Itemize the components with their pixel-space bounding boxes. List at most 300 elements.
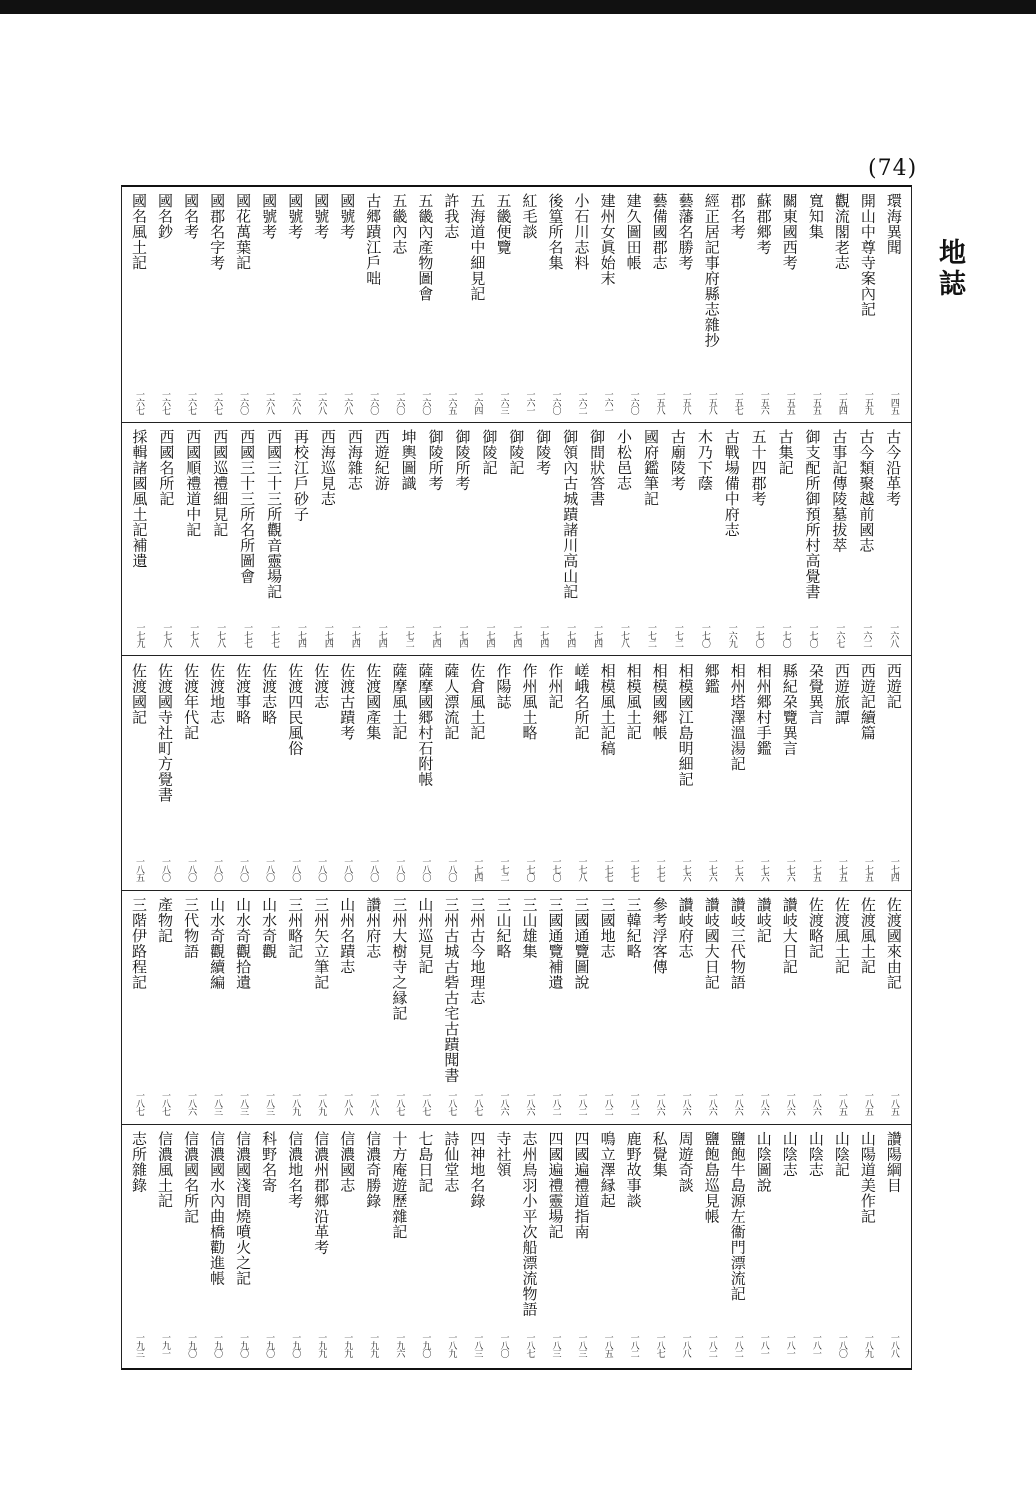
- entry-page-number: 一八二: [628, 1333, 639, 1357]
- entry-title: 西海雜志: [345, 429, 364, 491]
- entry-title: 薩摩國郷村石附帳: [416, 663, 435, 787]
- index-entry: [777, 897, 803, 1119]
- index-entry: [178, 1131, 204, 1361]
- entry-title: 觀流閣老志: [832, 193, 851, 271]
- index-entry: [557, 429, 583, 651]
- index-entry: [152, 663, 178, 885]
- entry-title: 信濃國志: [338, 1131, 357, 1193]
- index-entry: [543, 897, 569, 1119]
- index-entry: [800, 429, 826, 651]
- index-entry: [584, 429, 610, 651]
- entry-title: 環海異聞: [884, 193, 903, 255]
- index-entry: [126, 429, 152, 651]
- entry-title: 三州矢立筆記: [312, 897, 331, 990]
- entry-title: 採輯諸國風土記補遺: [130, 429, 149, 569]
- entry-title: 後篁所名集: [546, 193, 565, 271]
- entry-title: 藝備國郡志: [650, 193, 669, 271]
- entry-page-number: 一八〇: [368, 857, 379, 881]
- index-entry: [450, 429, 476, 651]
- entry-page-number: 一七二: [672, 623, 683, 647]
- index-entry: [673, 193, 699, 418]
- index-frame: [121, 185, 912, 1370]
- index-entry: [282, 897, 308, 1119]
- index-entry: [360, 1131, 386, 1361]
- entry-title: 寬知集: [806, 193, 825, 240]
- entry-page-number: 一七四: [484, 623, 495, 647]
- entry-title: 御陵記: [480, 429, 499, 476]
- entry-title: 山州巡見記: [416, 897, 435, 975]
- index-entry: [412, 897, 438, 1119]
- index-entry: [204, 1131, 230, 1361]
- entry-page-number: 一八七: [524, 1333, 535, 1357]
- index-entry: [803, 193, 829, 418]
- index-entry: [423, 429, 449, 651]
- index-entry: [855, 897, 881, 1119]
- index-entry: [178, 663, 204, 885]
- entry-page-number: 一八五: [134, 857, 145, 881]
- index-entry: [665, 429, 691, 651]
- entry-page-number: 一八六: [654, 1091, 665, 1115]
- band-divider: [122, 655, 911, 656]
- entry-title: 古集記: [776, 429, 795, 476]
- index-entry: [204, 193, 230, 418]
- entry-page-number: 一六四: [472, 390, 483, 414]
- entry-title: 西國三十三所名所圖會: [238, 429, 257, 584]
- entry-page-number: 一七〇: [807, 623, 818, 647]
- index-entry: [751, 897, 777, 1119]
- entry-title: 佐渡略記: [806, 897, 825, 959]
- index-band-4: [122, 897, 911, 1119]
- entry-title: 三州古城古砦古宅古蹟聞書: [442, 897, 461, 1083]
- entry-page-number: 一六八: [342, 390, 353, 414]
- entry-title: 縣紀朶覽異言: [780, 663, 799, 756]
- entry-page-number: 一九〇: [212, 1333, 223, 1357]
- entry-page-number: 一六一: [524, 390, 535, 414]
- index-entry: [386, 897, 412, 1119]
- index-entry: [438, 663, 464, 885]
- entry-title: 參考浮客傳: [650, 897, 669, 975]
- entry-title: 佐渡風土記: [832, 897, 851, 975]
- entry-page-number: 一七五: [810, 857, 821, 881]
- index-band-5: [122, 1131, 911, 1361]
- index-entry: [261, 429, 287, 651]
- entry-title: 五畿內產物圖會: [416, 193, 435, 302]
- index-entry: [569, 897, 595, 1119]
- entry-title: 三州古今地理志: [468, 897, 487, 1006]
- index-entry: [751, 663, 777, 885]
- index-entry: [315, 429, 341, 651]
- entry-page-number: 一六七: [160, 390, 171, 414]
- entry-title: 相模風土記: [624, 663, 643, 741]
- index-band-1: [122, 193, 911, 418]
- index-entry: [803, 1131, 829, 1361]
- index-entry: [152, 1131, 178, 1361]
- entry-page-number: 一八九: [446, 1333, 457, 1357]
- entry-title: 御領內古城蹟諸川高山記: [561, 429, 580, 600]
- entry-title: 御陵所考: [453, 429, 472, 491]
- index-entry: [126, 1131, 152, 1361]
- entry-title: 佐渡國記: [130, 663, 149, 725]
- index-entry: [853, 429, 879, 651]
- index-entry: [490, 1131, 516, 1361]
- index-entry: [595, 1131, 621, 1361]
- index-entry: [126, 663, 152, 885]
- entry-page-number: 一九〇: [186, 1333, 197, 1357]
- entry-page-number: 一六七: [134, 390, 145, 414]
- entry-title: 佐渡風土記: [858, 897, 877, 975]
- entry-title: 國號考: [260, 193, 279, 240]
- index-entry: [595, 193, 621, 418]
- entry-title: 國府鑑筆記: [641, 429, 660, 507]
- entry-title: 三國地志: [598, 897, 617, 959]
- entry-title: 佐渡志: [312, 663, 331, 710]
- entry-page-number: 一八七: [160, 1091, 171, 1115]
- entry-title: 信濃國淺間燒噴火之記: [234, 1131, 253, 1286]
- entry-page-number: 一八八: [888, 1333, 899, 1357]
- index-entry: [647, 1131, 673, 1361]
- entry-title: 信濃國名所記: [182, 1131, 201, 1224]
- entry-title: 薩人漂流記: [442, 663, 461, 741]
- entry-page-number: 一九九: [368, 1333, 379, 1357]
- entry-title: 作州風土略: [520, 663, 539, 741]
- entry-page-number: 一七四: [565, 623, 576, 647]
- entry-title: 西海巡見志: [318, 429, 337, 507]
- entry-page-number: 一八二: [732, 1333, 743, 1357]
- entry-title: 鹽飽島巡見帳: [702, 1131, 721, 1224]
- entry-page-number: 一八〇: [186, 857, 197, 881]
- index-entry: [464, 897, 490, 1119]
- entry-title: 木乃下蔭: [695, 429, 714, 491]
- index-band-2: [122, 429, 911, 651]
- entry-title: 國花萬葉記: [234, 193, 253, 271]
- index-entry: [490, 897, 516, 1119]
- entry-title: 相模風土記稿: [598, 663, 617, 756]
- index-entry: [204, 897, 230, 1119]
- band-divider: [122, 890, 911, 891]
- index-entry: [673, 1131, 699, 1361]
- entry-page-number: 一六一: [602, 390, 613, 414]
- entry-title: 西國順禮道中記: [184, 429, 203, 538]
- index-entry: [803, 663, 829, 885]
- entry-page-number: 一七九: [134, 623, 145, 647]
- index-entry: [880, 429, 906, 651]
- index-entry: [699, 663, 725, 885]
- index-entry: [412, 663, 438, 885]
- entry-page-number: 一八一: [758, 1333, 769, 1357]
- index-entry: [881, 897, 907, 1119]
- entry-title: 四國遍禮道指南: [572, 1131, 591, 1240]
- index-entry: [777, 1131, 803, 1361]
- entry-title: 許我志: [442, 193, 461, 240]
- index-entry: [386, 193, 412, 418]
- index-entry: [516, 897, 542, 1119]
- entry-title: 三州略記: [286, 897, 305, 959]
- entry-title: 佐渡地志: [208, 663, 227, 725]
- entry-title: 古郷蹟江戶咄: [364, 193, 383, 286]
- entry-title: 御支配所御預所村高覺書: [803, 429, 822, 600]
- entry-title: 讚陽綱目: [884, 1131, 903, 1193]
- index-entry: [282, 1131, 308, 1361]
- entry-page-number: 一九三: [134, 1333, 145, 1357]
- index-entry: [699, 1131, 725, 1361]
- entry-page-number: 一八〇: [290, 857, 301, 881]
- entry-title: 信濃國水內曲橋勸進帳: [208, 1131, 227, 1286]
- index-entry: [256, 663, 282, 885]
- index-entry: [829, 897, 855, 1119]
- entry-title: 國號考: [286, 193, 305, 240]
- entry-title: 山陰記: [832, 1131, 851, 1178]
- index-entry: [503, 429, 529, 651]
- entry-page-number: 一八九: [316, 1091, 327, 1115]
- entry-page-number: 一六八: [290, 390, 301, 414]
- entry-title: 建久圖田帳: [624, 193, 643, 271]
- index-entry: [207, 429, 233, 651]
- entry-page-number: 一八七: [472, 1091, 483, 1115]
- index-entry: [692, 429, 718, 651]
- index-entry: [595, 663, 621, 885]
- entry-page-number: 一六〇: [394, 390, 405, 414]
- entry-page-number: 一八六: [758, 1091, 769, 1115]
- index-entry: [751, 1131, 777, 1361]
- entry-page-number: 一八三: [212, 1091, 223, 1115]
- index-entry: [647, 897, 673, 1119]
- entry-title: 關東國西考: [780, 193, 799, 271]
- index-entry: [881, 663, 907, 885]
- entry-title: 國號考: [312, 193, 331, 240]
- entry-page-number: 一八二: [550, 1091, 561, 1115]
- index-entry: [746, 429, 772, 651]
- entry-page-number: 一八六: [810, 1091, 821, 1115]
- entry-title: 山陰志: [806, 1131, 825, 1178]
- entry-page-number: 一八〇: [264, 857, 275, 881]
- entry-page-number: 一七四: [349, 623, 360, 647]
- entry-page-number: 一八一: [784, 1333, 795, 1357]
- index-entry: [621, 897, 647, 1119]
- entry-page-number: 一七八: [161, 623, 172, 647]
- entry-title: 朶覺異言: [806, 663, 825, 725]
- entry-page-number: 一六七: [834, 623, 845, 647]
- index-entry: [230, 1131, 256, 1361]
- index-entry: [334, 1131, 360, 1361]
- index-entry: [647, 663, 673, 885]
- entry-title: 山陰志: [780, 1131, 799, 1178]
- entry-page-number: 一八八: [680, 1333, 691, 1357]
- entry-title: 古今沿革考: [884, 429, 903, 507]
- index-entry: [829, 663, 855, 885]
- index-entry: [360, 193, 386, 418]
- entry-title: 佐渡古蹟考: [338, 663, 357, 741]
- entry-title: 西遊旅譚: [832, 663, 851, 725]
- entry-page-number: 一七七: [242, 623, 253, 647]
- entry-page-number: 一七六: [784, 857, 795, 881]
- index-entry: [178, 897, 204, 1119]
- index-entry: [516, 663, 542, 885]
- entry-page-number: 一七四: [430, 623, 441, 647]
- entry-page-number: 一九〇: [290, 1333, 301, 1357]
- entry-page-number: 一七八: [215, 623, 226, 647]
- index-entry: [569, 1131, 595, 1361]
- index-entry: [855, 1131, 881, 1361]
- entry-title: 御陵記: [507, 429, 526, 476]
- entry-title: 小石川志料: [572, 193, 591, 271]
- index-entry: [230, 193, 256, 418]
- entry-title: 佐渡年代記: [182, 663, 201, 741]
- entry-page-number: 一八六: [732, 1091, 743, 1115]
- index-entry: [647, 193, 673, 418]
- index-entry: [773, 429, 799, 651]
- entry-title: 作州記: [546, 663, 565, 710]
- entry-page-number: 一七四: [472, 857, 483, 881]
- entry-page-number: 一八〇: [446, 857, 457, 881]
- entry-title: 小松邑志: [615, 429, 634, 491]
- entry-page-number: 一八〇: [316, 857, 327, 881]
- entry-page-number: 一八八: [342, 1091, 353, 1115]
- entry-title: 信濃奇勝錄: [364, 1131, 383, 1209]
- entry-title: 相模國郷帳: [650, 663, 669, 741]
- entry-title: 作陽誌: [494, 663, 513, 710]
- index-entry: [438, 193, 464, 418]
- entry-title: 蘇郡郷考: [754, 193, 773, 255]
- entry-title: 產物記: [156, 897, 175, 944]
- entry-title: 讚岐大日記: [780, 897, 799, 975]
- index-entry: [569, 193, 595, 418]
- entry-title: 山州名蹟志: [338, 897, 357, 975]
- index-entry: [803, 897, 829, 1119]
- index-entry: [256, 193, 282, 418]
- entry-page-number: 一七八: [619, 623, 630, 647]
- entry-page-number: 一七〇: [550, 857, 561, 881]
- entry-page-number: 一五八: [654, 390, 665, 414]
- entry-title: 佐渡四民風俗: [286, 663, 305, 756]
- entry-title: 三山紀略: [494, 897, 513, 959]
- index-entry: [369, 429, 395, 651]
- entry-title: 開山中尊寺案內記: [858, 193, 877, 317]
- index-entry: [204, 663, 230, 885]
- index-entry: [881, 1131, 907, 1361]
- entry-page-number: 一五八: [706, 390, 717, 414]
- entry-title: 國名風土記: [130, 193, 149, 271]
- entry-page-number: 一七六: [732, 857, 743, 881]
- entry-page-number: 一六八: [264, 390, 275, 414]
- entry-title: 信濃風土記: [156, 1131, 175, 1209]
- entry-page-number: 一五四: [836, 390, 847, 414]
- entry-page-number: 一八三: [238, 1091, 249, 1115]
- index-entry: [569, 663, 595, 885]
- entry-page-number: 一四五: [888, 390, 899, 414]
- entry-page-number: 一八六: [186, 1091, 197, 1115]
- index-entry: [438, 1131, 464, 1361]
- index-entry: [621, 193, 647, 418]
- entry-page-number: 一七七: [628, 857, 639, 881]
- entry-title: 西遊紀游: [372, 429, 391, 491]
- entry-page-number: 一七四: [295, 623, 306, 647]
- entry-page-number: 一七五: [862, 857, 873, 881]
- index-entry: [476, 429, 502, 651]
- index-entry: [153, 429, 179, 651]
- index-entry: [126, 897, 152, 1119]
- entry-page-number: 一七〇: [699, 623, 710, 647]
- entry-page-number: 一七二: [498, 857, 509, 881]
- index-entry: [638, 429, 664, 651]
- entry-page-number: 一九〇: [420, 1333, 431, 1357]
- entry-title: 國名鈔: [156, 193, 175, 240]
- entry-page-number: 一八三: [472, 1333, 483, 1357]
- index-entry: [829, 193, 855, 418]
- section-title: 地誌: [934, 238, 965, 300]
- index-entry: [288, 429, 314, 651]
- entry-page-number: 一八七: [394, 1091, 405, 1115]
- entry-title: 四國遍禮靈場記: [546, 1131, 565, 1240]
- index-entry: [777, 193, 803, 418]
- entry-title: 志州鳥羽小平次船漂流物語: [520, 1131, 539, 1317]
- entry-page-number: 一八二: [706, 1333, 717, 1357]
- entry-title: 國名考: [182, 193, 201, 240]
- entry-title: 佐渡志略: [260, 663, 279, 725]
- entry-page-number: 一八〇: [160, 857, 171, 881]
- entry-page-number: 一七〇: [524, 857, 535, 881]
- entry-page-number: 一八二: [576, 1091, 587, 1115]
- index-entry: [360, 897, 386, 1119]
- entry-page-number: 一八六: [498, 1091, 509, 1115]
- entry-title: 讚岐府志: [676, 897, 695, 959]
- page-number: (74): [868, 156, 918, 181]
- index-entry: [386, 663, 412, 885]
- index-entry: [464, 1131, 490, 1361]
- top-border-rule: [0, 0, 1036, 14]
- index-entry: [725, 1131, 751, 1361]
- entry-title: 相模國江島明細記: [676, 663, 695, 787]
- entry-title: 讚岐記: [754, 897, 773, 944]
- entry-page-number: 一七六: [706, 857, 717, 881]
- entry-title: 郡名考: [728, 193, 747, 240]
- index-entry: [719, 429, 745, 651]
- entry-page-number: 一八五: [862, 1091, 873, 1115]
- entry-page-number: 一七七: [602, 857, 613, 881]
- entry-page-number: 一八六: [784, 1091, 795, 1115]
- entry-title: 信濃地名考: [286, 1131, 305, 1209]
- entry-title: 山陰圖說: [754, 1131, 773, 1193]
- index-entry: [829, 1131, 855, 1361]
- entry-page-number: 一九六: [394, 1333, 405, 1357]
- entry-page-number: 一六〇: [550, 390, 561, 414]
- entry-page-number: 一八三: [550, 1333, 561, 1357]
- index-entry: [464, 663, 490, 885]
- entry-page-number: 一八〇: [342, 857, 353, 881]
- index-entry: [611, 429, 637, 651]
- entry-page-number: 一六二: [861, 623, 872, 647]
- index-entry: [152, 897, 178, 1119]
- index-entry: [777, 663, 803, 885]
- entry-title: 嵯峨名所記: [572, 663, 591, 741]
- entry-page-number: 一八七: [446, 1091, 457, 1115]
- entry-page-number: 一六二: [576, 390, 587, 414]
- entry-title: 山水奇觀拾遺: [234, 897, 253, 990]
- entry-title: 佐渡國來由記: [884, 897, 903, 990]
- entry-page-number: 一五七: [732, 390, 743, 414]
- entry-title: 三階伊路程記: [130, 897, 149, 990]
- entry-title: 古事記傳陵墓拔萃: [830, 429, 849, 553]
- entry-title: 西遊記續篇: [858, 663, 877, 741]
- entry-title: 十方庵遊歷雜記: [390, 1131, 409, 1240]
- entry-title: 讚岐國大日記: [702, 897, 721, 990]
- band-divider: [122, 422, 911, 423]
- entry-title: 西遊記: [884, 663, 903, 710]
- entry-page-number: 一六七: [212, 390, 223, 414]
- entry-title: 私覺集: [650, 1131, 669, 1178]
- entry-page-number: 一八七: [420, 1091, 431, 1115]
- index-entry: [308, 193, 334, 418]
- entry-title: 五畿內志: [390, 193, 409, 255]
